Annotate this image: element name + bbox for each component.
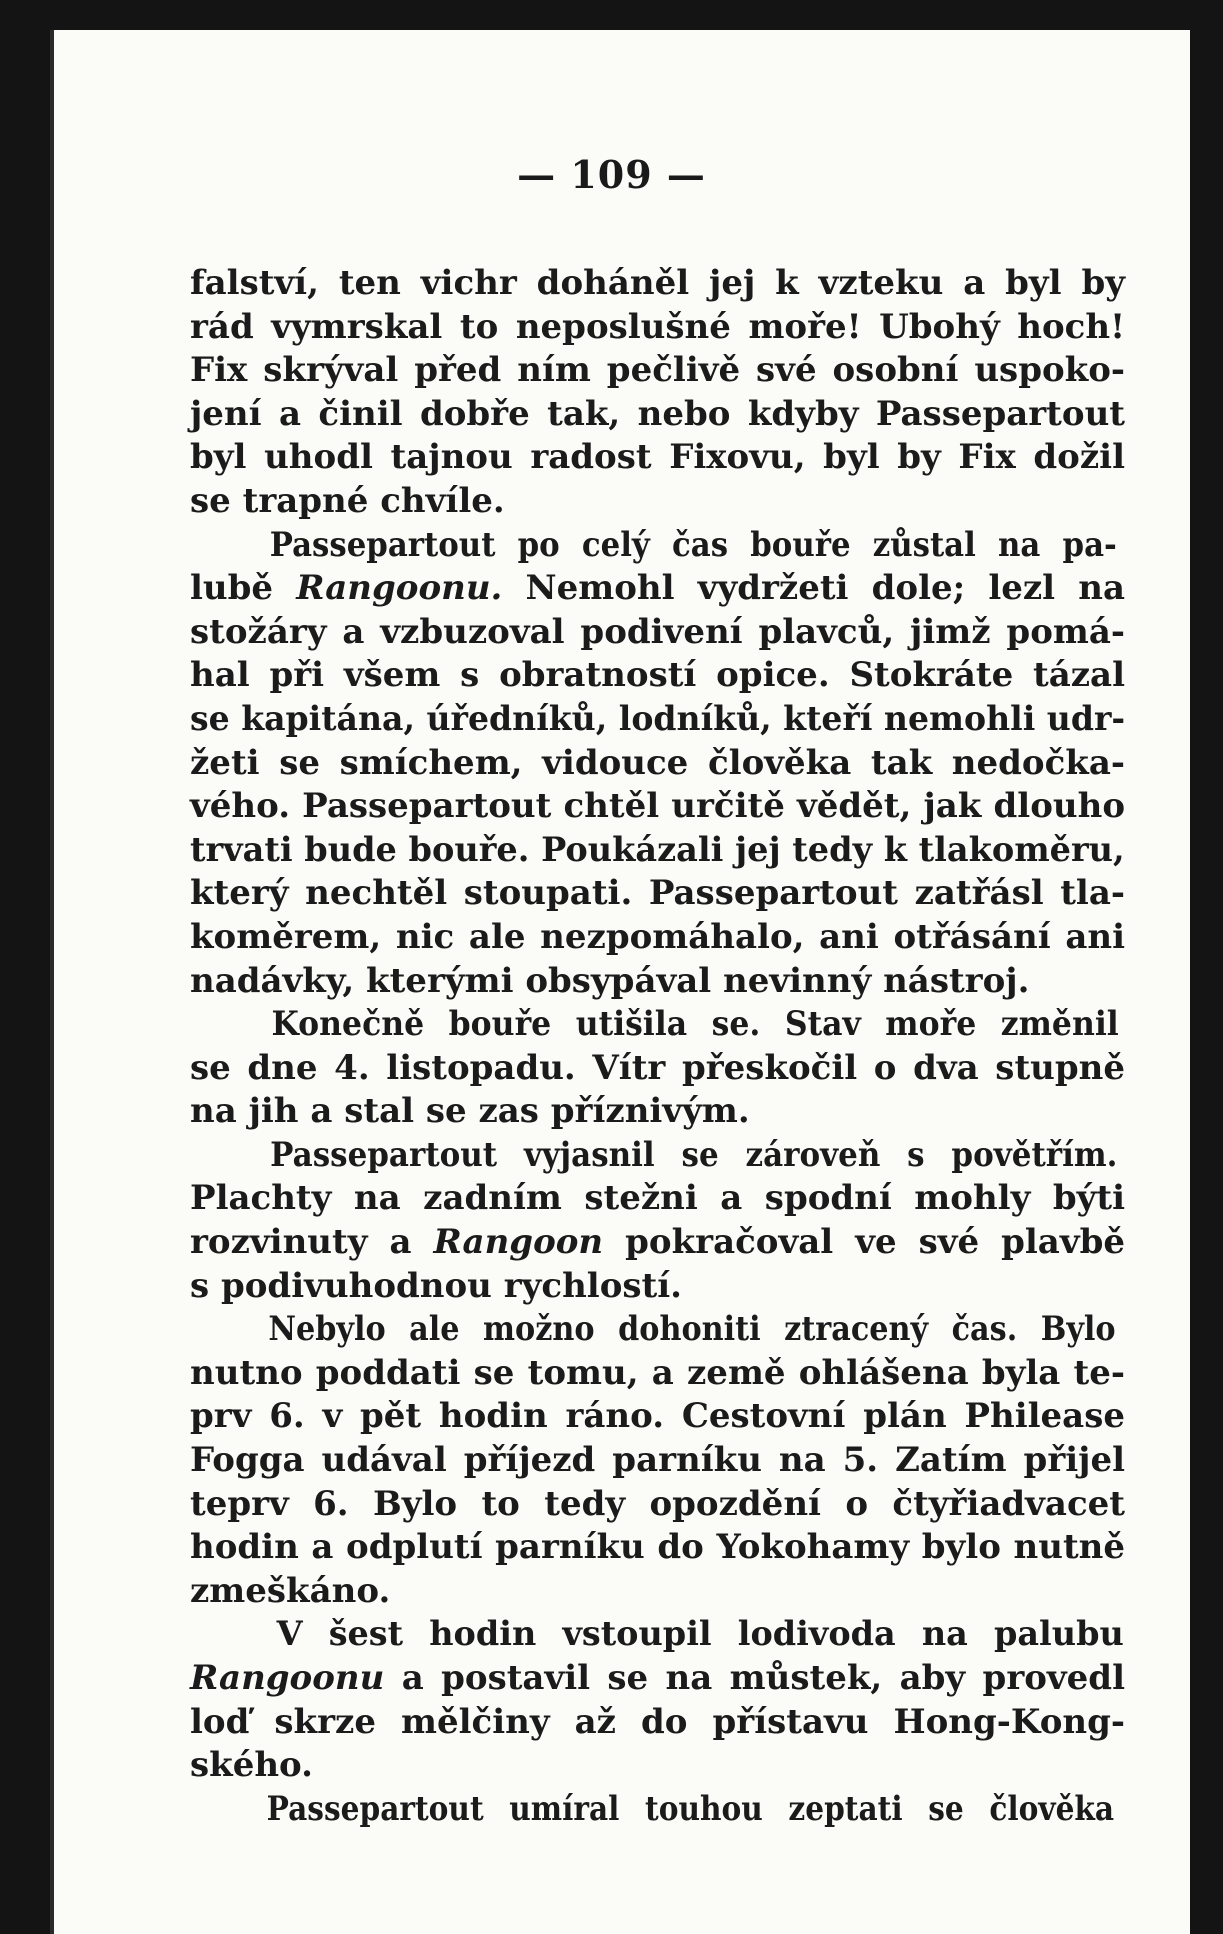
text-line: na jih a stal se zas příznivým. [190,1091,750,1132]
text-line: nadávky, kterými obsypával nevinný nástroj. [190,960,1030,1001]
text-line: hodin a odplutí parníku do Yokohamy bylo nutně [190,1527,1125,1568]
page-edge [50,30,54,1934]
text-line: ského. [190,1745,313,1786]
text-line: trvati bude bouře. Poukázali jej tedy k tlakoměru, [190,829,1125,870]
text-line: byl uhodl tajnou radost Fixovu, byl by Fix dožil [190,437,1125,478]
text-line: stožáry a vzbuzoval podivení plavců, jimž pomá- [190,611,1125,652]
text-line: který nechtěl stoupati. Passepartout zatřásl tla- [190,873,1125,914]
text-line: vého. Passepartout chtěl určitě vědět, jak dlouho [190,786,1125,827]
text-segment: lubě [190,568,297,609]
text-segment: Nemohl vydržeti dole; lezl na [502,568,1125,609]
text-line: Konečně bouře utišila se. Stav moře změnil [271,1004,1119,1045]
text-line: rád vymrskal to neposlušné moře! Ubohý hoch! [190,306,1125,347]
text-line: s podivuhodnou rychlostí. [190,1265,683,1306]
text-line: žeti se smíchem, vidouce člověka tak nedočka- [190,742,1125,783]
text-segment: pokračoval ve své plavbě [603,1222,1125,1263]
text-line: V šest hodin vstoupil lodivoda na palubu [276,1614,1124,1655]
text-line: teprv 6. Bylo to tedy opozdění o čtyřiadvacet [190,1483,1125,1524]
ship-name: Rangoon [433,1222,604,1263]
text-segment: rozvinuty a [190,1222,434,1263]
ship-name: Rangoonu [190,1658,385,1698]
page-number: — 109 — [517,152,706,197]
text-line: zmeškáno. [190,1570,391,1611]
text-line: se kapitána, úředníků, lodníků, kteří nemohli udr- [190,698,1126,739]
text-line: falství, ten vichr doháněl jej k vzteku a byl by [190,263,1125,303]
body-text [190,262,1125,1831]
text-line: Fix skrýval před ním pečlivě své osobní uspoko- [190,350,1125,391]
text-line: hal při všem s obratností opice. Stokráte tázal [190,655,1125,696]
text-line: se trapné chvíle. [190,480,505,521]
text-line [190,1221,1125,1265]
text-line: prv 6. v pět hodin ráno. Cestovní plán Philease [190,1396,1125,1437]
text-line: Passepartout vyjasnil se zároveň s povětřím. [270,1134,1118,1175]
text-line: Fogga udával příjezd parníku na 5. Zatím přijel [190,1440,1125,1481]
ship-name: Rangoonu. [296,568,503,609]
text-line [190,1657,1125,1701]
text-line: Plachty na zadním stežni a spodní mohly býti [190,1178,1125,1219]
text-line: loď skrze mělčiny až do přístavu Hong-Kong- [190,1701,1125,1742]
text-line [190,567,1125,611]
text-line: jení a činil dobře tak, nebo kdyby Passepartout [190,393,1125,434]
text-line: Nebylo ale možno dohoniti ztracený čas. Bylo [268,1309,1116,1350]
text-line: Passepartout umíral touhou zeptati se člověka [266,1788,1115,1829]
text-line: koměrem, nic ale nezpomáhalo, ani otřásání ani [190,916,1125,957]
text-segment: a postavil se na můstek, aby provedl [384,1658,1125,1698]
text-line: nutno poddati se tomu, a země ohlášena byla te- [190,1352,1125,1393]
text-line: se dne 4. listopadu. Vítr přeskočil o dva stupně [190,1047,1125,1088]
text-line: Passepartout po celý čas bouře zůstal na pa- [269,524,1117,565]
